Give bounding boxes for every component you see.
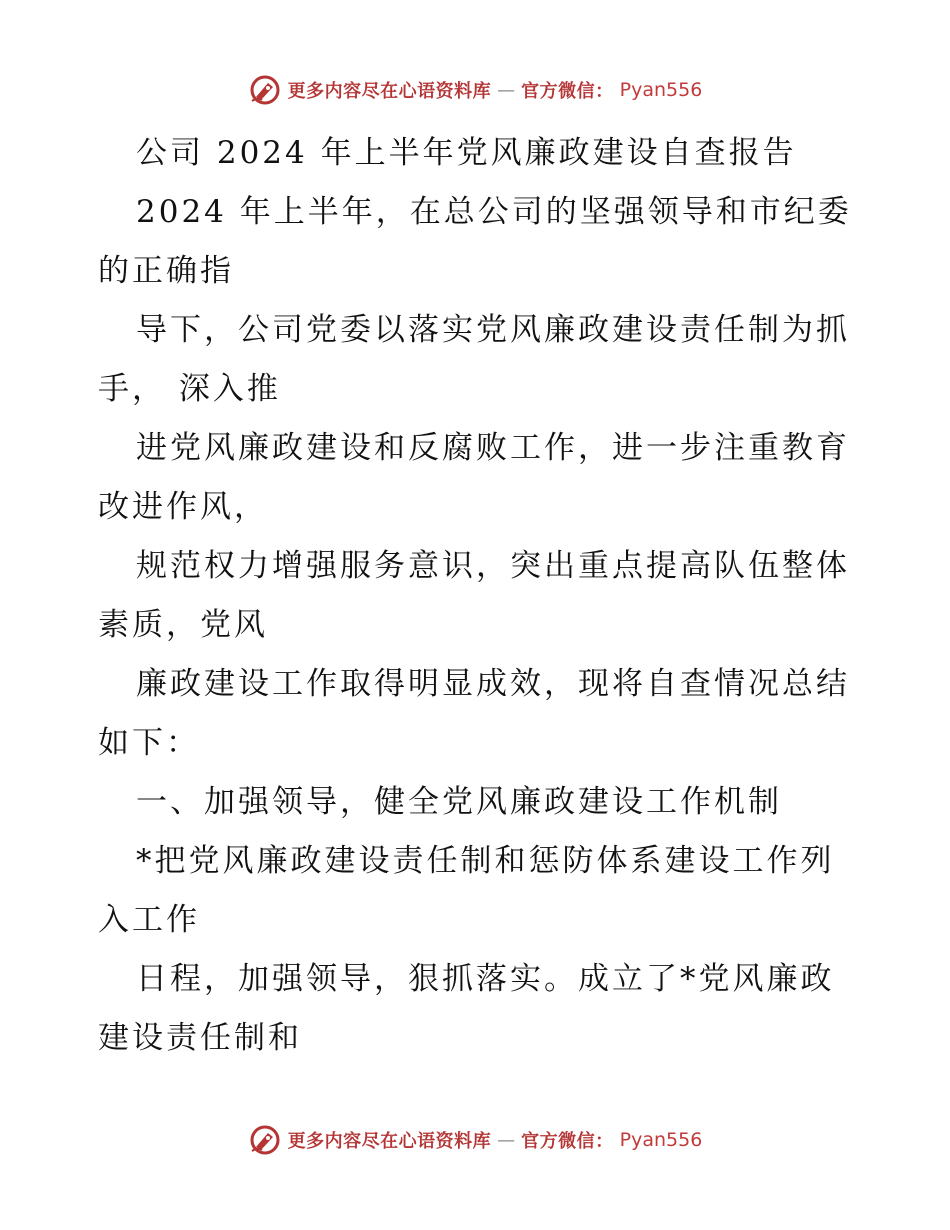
- document-body: [98, 124, 858, 1068]
- watermark-contact-label: 官方微信：: [521, 1131, 614, 1152]
- pen-nib-circle-icon: [248, 73, 282, 107]
- watermark-main-text: 更多内容尽在心语资料库: [287, 81, 492, 102]
- document-line: *把党风廉政建设责任制和惩防体系建设工作列: [136, 843, 835, 879]
- document-line: 如下：: [98, 725, 200, 761]
- header-watermark: [0, 70, 950, 110]
- document-line: 手， 深入推: [98, 371, 281, 407]
- document-line: 导下，公司党委以落实党风廉政建设责任制为抓: [136, 312, 850, 348]
- document-line: 建设责任制和: [98, 1020, 302, 1056]
- document-line: 的正确指: [98, 253, 234, 289]
- document-line: 规范权力增强服务意识，突出重点提高队伍整体: [136, 548, 850, 584]
- watermark-separator: —: [497, 1129, 516, 1151]
- footer-watermark: [0, 1120, 950, 1160]
- document-line: 进党风廉政建设和反腐败工作，进一步注重教育: [136, 430, 850, 466]
- document-line: 改进作风，: [98, 489, 268, 525]
- document-line: 入工作: [98, 902, 200, 938]
- document-line: 素质，党风: [98, 607, 268, 643]
- watermark-contact-id: Pyan556: [619, 79, 703, 101]
- document-line: 2024 年上半年，在总公司的坚强领导和市纪委: [136, 194, 852, 230]
- watermark-main-text: 更多内容尽在心语资料库: [287, 1131, 492, 1152]
- watermark-contact-label: 官方微信：: [521, 81, 614, 102]
- watermark-separator: —: [497, 79, 516, 101]
- document-line: 日程，加强领导，狠抓落实。成立了*党风廉政: [136, 961, 835, 997]
- pen-nib-circle-icon: [248, 1123, 282, 1157]
- document-line: 廉政建设工作取得明显成效，现将自查情况总结: [136, 666, 850, 702]
- watermark-contact-id: Pyan556: [619, 1129, 703, 1151]
- document-line: 公司 2024 年上半年党风廉政建设自查报告: [136, 135, 797, 171]
- document-line: 一、加强领导，健全党风廉政建设工作机制: [136, 784, 782, 820]
